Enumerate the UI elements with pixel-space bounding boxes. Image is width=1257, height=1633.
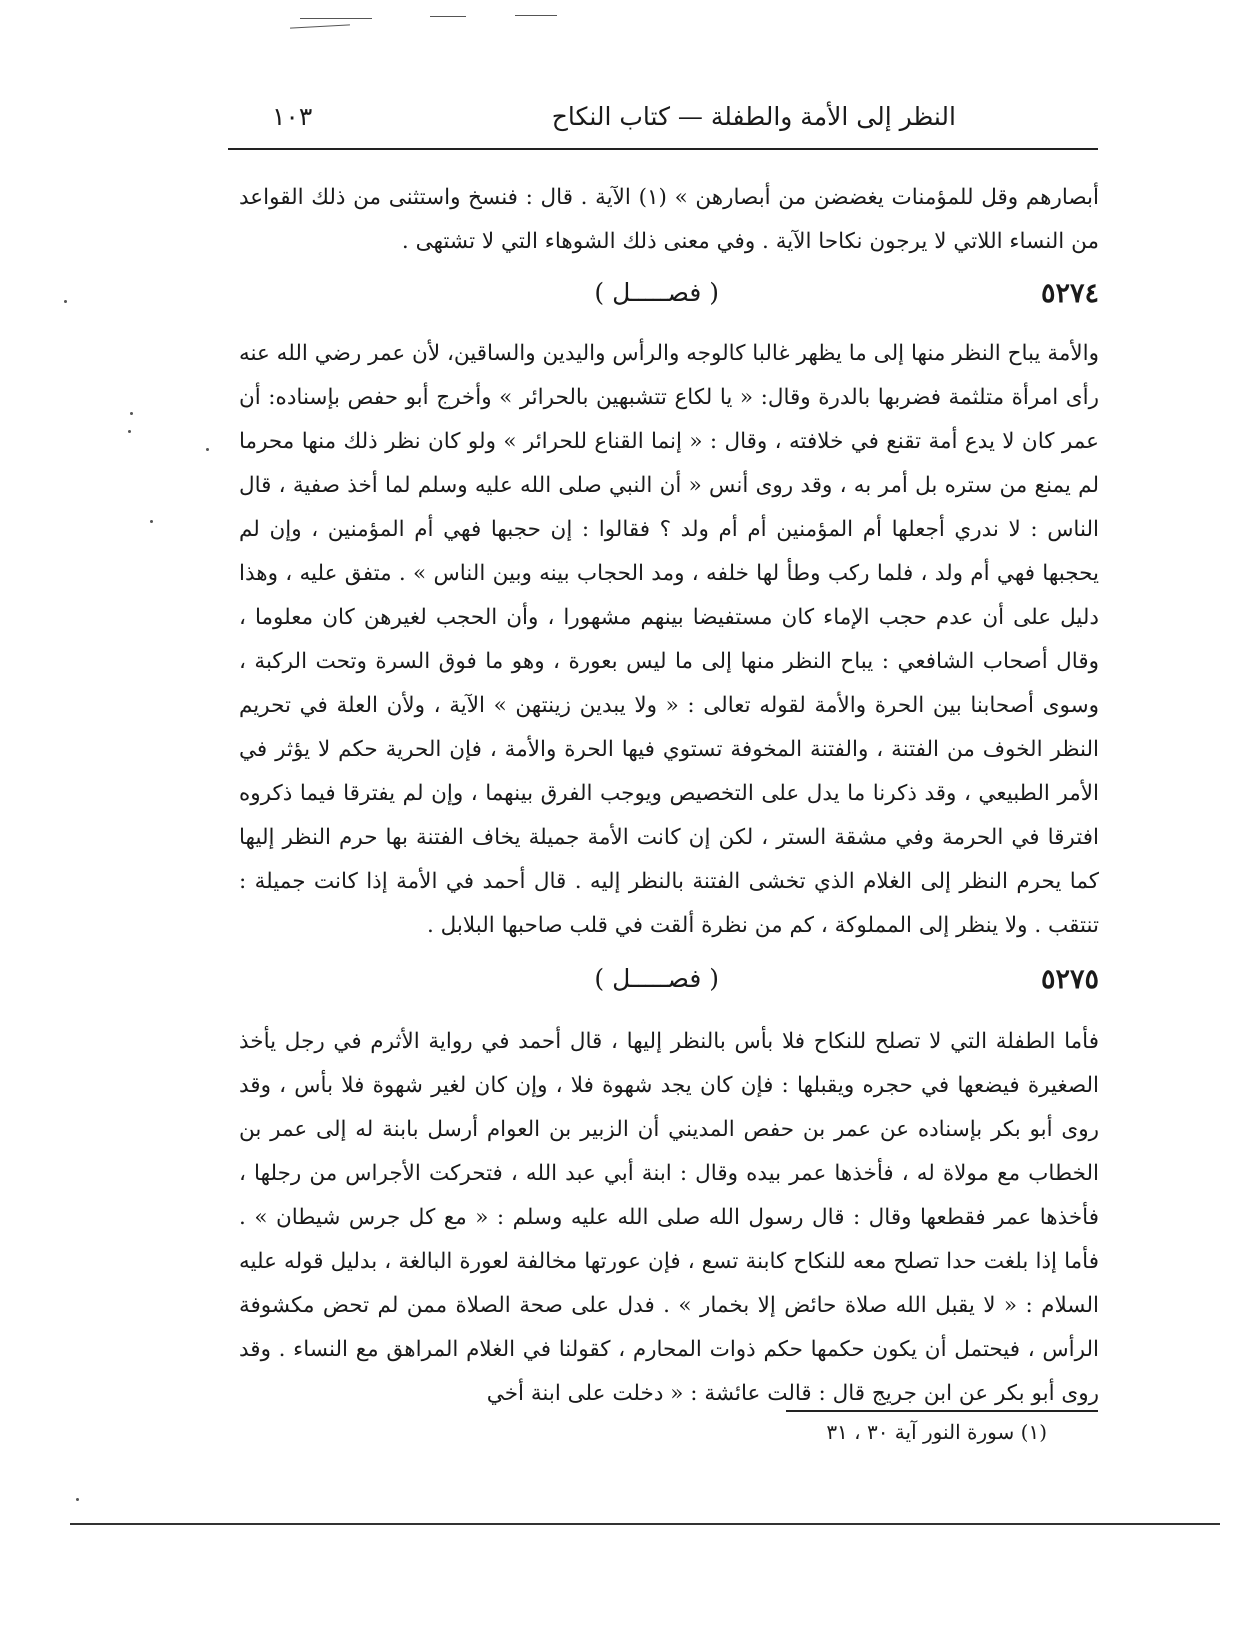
page-number: ١٠٣: [272, 102, 313, 131]
bottom-rule: [70, 1523, 1220, 1525]
section-label: ( فصـــــل ): [594, 278, 719, 307]
section-label: ( فصـــــل ): [594, 964, 719, 993]
scan-dot: [128, 430, 131, 433]
section-heading: [239, 278, 1099, 318]
page-header: [228, 98, 1096, 138]
scan-dot: [76, 1498, 79, 1501]
section-number: ٥٢٧٥: [1040, 964, 1099, 995]
running-title: النظر إلى الأمة والطفلة — كتاب النكاح: [551, 102, 956, 131]
section-heading: [239, 964, 1099, 1004]
scan-mark: [515, 15, 557, 16]
footnote: (١) سورة النور آية ٣٠ ، ٣١: [826, 1420, 1047, 1444]
section-number: ٥٢٧٤: [1040, 278, 1099, 309]
header-rule: [228, 148, 1098, 150]
section-paragraph: والأمة يباح النظر منها إلى ما يظهر غالبا كالوجه والرأس واليدين والساقين، لأن عمر رضي الله عنه رأى امرأة متلثمة فضربها بالدرة وقال: « يا لكاع تتشبهين بالحرائر » وأخرج أبو حفص بإسناده: أن عمر كان لا يدع أمة تقنع في خلافته ، وقال : « إنما القناع للحرائر » ولو كان نظر ذلك منها محرما لم يمنع من ستره بل أمر به ، وقد روى أنس « أن النبي صلى الله عليه وسلم لما أخذ صفية ، قال الناس : لا ندري أجعلها أم المؤمنين أم أم ولد ؟ فقالوا : إن حجبها فهي أم المؤمنين ، وإن لم يحجبها فهي أم ولد ، فلما ركب وطأ لها خلفه ، ومد الحجاب بينه وبين الناس » . متفق عليه ، وهذا دليل على أن عدم حجب الإماء كان مستفيضا بينهم مشهورا ، وأن الحجب لغيرهن كان معلوما ، وقال أصحاب الشافعي : يباح النظر منها إلى ما ليس بعورة ، وهو ما فوق السرة وتحت الركبة ، وسوى أصحابنا بين الحرة والأمة لقوله تعالى : « ولا يبدين زينتهن » الآية ، ولأن العلة في تحريم النظر الخوف من الفتنة ، والفتنة المخوفة تستوي فيها الحرة والأمة ، فإن الحرية حكم لا يؤثر في الأمر الطبيعي ، وقد ذكرنا ما يدل على التخصيص ويوجب الفرق بينهما ، وإن لم يفترقا فيما ذكروه افترقا في الحرمة وفي مشقة الستر ، لكن إن كانت الأمة جميلة يخاف الفتنة بها حرم النظر إليها كما يحرم النظر إلى الغلام الذي تخشى الفتنة بالنظر إليه . قال أحمد في الأمة إذا كانت جميلة : تنتقب . ولا ينظر إلى المملوكة ، كم من نظرة ألقت في قلب صاحبها البلابل .: [239, 341, 1099, 938]
scan-dot: [150, 520, 153, 523]
footnote-rule: [786, 1410, 1098, 1412]
scan-mark: [430, 16, 466, 17]
section-paragraph: فأما الطفلة التي لا تصلح للنكاح فلا بأس بالنظر إليها ، قال أحمد في رواية الأثرم في رجل يأخذ الصغيرة فيضعها في حجره ويقبلها : فإن كان يجد شهوة فلا ، وإن كان لغير شهوة فلا بأس ، وقد روى أبو بكر بإسناده عن عمر بن حفص المديني أن الزبير بن العوام أرسل بابنة له إلى عمر بن الخطاب مع مولاة له ، فأخذها عمر بيده وقال : ابنة أبي عبد الله ، فتحركت الأجراس من رجلها ، فأخذها عمر فقطعها وقال : قال رسول الله صلى الله عليه وسلم : « مع كل جرس شيطان » . فأما إذا بلغت حدا تصلح معه للنكاح كابنة تسع ، فإن عورتها مخالفة لعورة البالغة ، بدليل قوله عليه السلام : « لا يقبل الله صلاة حائض إلا بخمار » . فدل على صحة الصلاة ممن لم تحض مكشوفة الرأس ، فيحتمل أن يكون حكمها حكم ذوات المحارم ، كقولنا في الغلام المراهق مع النساء . وقد روى أبو بكر عن ابن جريج قال : قالت عائشة : « دخلت على ابنة أخي: [239, 1029, 1099, 1406]
scan-dot: [206, 448, 209, 451]
scan-mark: [290, 24, 350, 28]
scan-dot: [64, 300, 67, 303]
scan-dot: [130, 412, 133, 415]
scan-mark: [300, 18, 372, 19]
opening-paragraph: أبصارهم وقل للمؤمنات يغضضن من أبصارهن » (١) الآية . قال : فنسخ واستثنى من ذلك القواعد من النساء اللاتي لا يرجون نكاحا الآية . وفي معنى ذلك الشوهاء التي لا تشتهى .: [239, 185, 1099, 254]
